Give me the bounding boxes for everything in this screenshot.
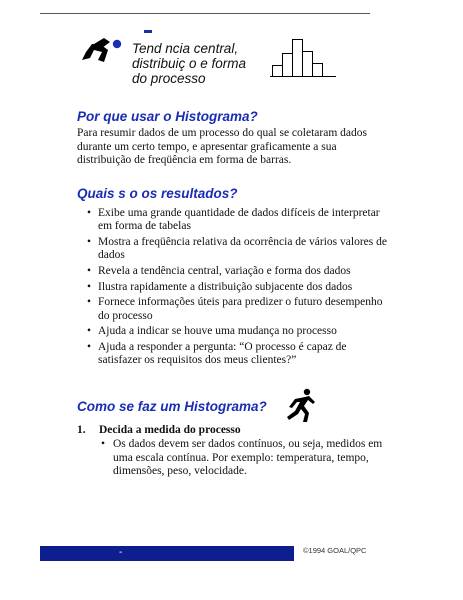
runner-icon [279, 387, 315, 423]
why-heading: Por que usar o Histograma? [77, 109, 258, 124]
header-line: distribuiç o e forma [132, 56, 247, 71]
results-list [77, 207, 387, 370]
bullet-dot: • [87, 341, 92, 354]
bullet-dot: • [87, 264, 92, 277]
step-title [77, 424, 387, 437]
bullet-dot: • [87, 235, 92, 248]
step-number: 1. [77, 424, 86, 436]
bullet-dot: • [87, 280, 92, 293]
runner-icon [80, 34, 124, 64]
list-item [77, 281, 387, 294]
footer-bar [40, 546, 294, 561]
bullet-dot: • [87, 296, 92, 309]
bullet-text: Ilustra rapidamente a distribuição subjacente dos dados [98, 280, 353, 293]
header-line: do processo [132, 71, 206, 86]
histogram-icon [270, 35, 336, 77]
bullet-text: Fornece informações úteis para predizer o futuro desempenho do processo [98, 296, 383, 322]
copyright: ©1994 GOAL/QPC [303, 546, 367, 555]
bullet-text: Ajuda a responder a pergunta: “O processo é capaz de satisfazer os requisitos dos meus clientes?” [98, 341, 347, 367]
header-mark [144, 30, 152, 33]
bullet-dot: • [87, 207, 92, 219]
list-item [77, 296, 387, 323]
header-line: Tend ncia central, [132, 41, 239, 56]
list-item [77, 438, 387, 478]
bullet-text: Exibe uma grande quantidade de dados difíceis de interpretar em forma de tabelas [98, 207, 380, 233]
bullet-dot: • [87, 325, 92, 338]
how-heading: Como se faz um Histograma? [77, 399, 267, 414]
list-item [77, 236, 387, 263]
results-heading: Quais s o os resultados? [77, 186, 238, 201]
bullet-text: Revela a tendência central, variação e forma dos dados [98, 264, 351, 277]
top-rule [40, 13, 370, 14]
step-title-text: Decida a medida do processo [99, 424, 241, 436]
bullet-text: Ajuda a indicar se houve uma mudança no processo [98, 325, 337, 338]
list-item [77, 325, 387, 338]
footer-page-mark: - [119, 547, 123, 558]
bullet-text: Os dados devem ser dados contínuos, ou seja, medidos em uma escala contínua. Por exemplo: temperatura, tempo, dimensões, peso, velocidade. [113, 438, 383, 477]
list-item [77, 265, 387, 278]
list-item [77, 341, 387, 368]
bullet-text: Mostra a freqüência relativa da ocorrência de vários valores de dados [98, 235, 387, 262]
bullet-dot: • [101, 438, 106, 451]
header-subtitle [132, 41, 272, 86]
step-1 [77, 424, 387, 478]
page-header [80, 30, 380, 92]
list-item [77, 207, 387, 234]
why-text: Para resumir dados de um processo do qual se coletaram dados durante um certo tempo, e apresentar graficamente a sua distribuição de freqüência em forma de barras. [77, 127, 367, 167]
